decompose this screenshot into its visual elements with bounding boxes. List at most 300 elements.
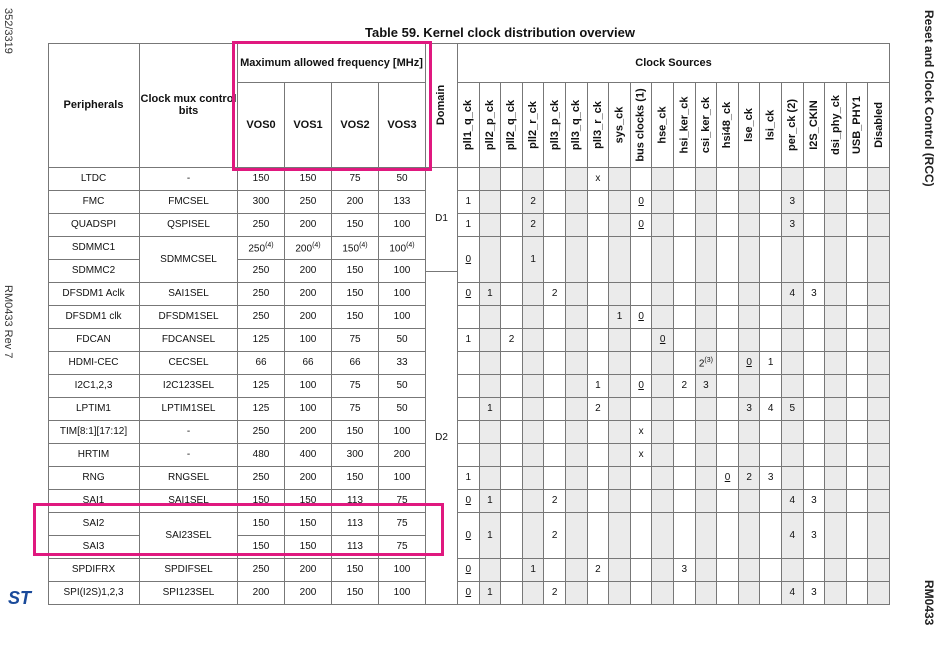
mux-cell-text: RNGSEL	[167, 472, 210, 483]
source-cell	[847, 444, 869, 467]
mux-cell	[140, 398, 238, 421]
header-source-19	[868, 83, 890, 168]
source-cell	[501, 398, 523, 421]
source-cell	[458, 352, 480, 375]
vos-cell	[238, 168, 285, 191]
header-source-17-text: dsi_phy_ck	[829, 95, 842, 155]
source-cell	[760, 467, 782, 490]
vos-cell	[332, 306, 379, 329]
mux-cell-text: LPTIM1SEL	[161, 403, 216, 414]
source-cell	[544, 467, 566, 490]
vos-cell	[285, 421, 332, 444]
vos-cell-text: 150	[299, 541, 317, 552]
vos-cell	[238, 260, 285, 283]
source-cell	[501, 444, 523, 467]
source-cell	[652, 467, 674, 490]
header-source-8	[631, 83, 653, 168]
source-cell	[717, 513, 739, 559]
source-cell	[804, 352, 826, 375]
vos-cell	[238, 237, 285, 260]
source-cell	[804, 559, 826, 582]
header-source-2	[501, 83, 523, 168]
peripheral-cell	[48, 513, 140, 536]
source-cell	[609, 168, 631, 191]
vos-cell-text: 50	[396, 173, 408, 184]
source-cell	[544, 421, 566, 444]
vos-cell	[285, 168, 332, 191]
source-cell	[739, 306, 761, 329]
source-cell	[609, 329, 631, 352]
source-cell-text: 3	[811, 529, 817, 541]
vos-cell	[285, 513, 332, 536]
source-cell	[652, 306, 674, 329]
source-cell	[631, 214, 653, 237]
vos-cell-text: 100	[393, 288, 411, 299]
vos-cell-text: 250	[252, 311, 270, 322]
vos-cell-text: 200	[299, 426, 317, 437]
vos-cell	[238, 582, 285, 605]
source-cell-text: x	[638, 449, 644, 460]
source-cell	[523, 352, 545, 375]
vos-cell-text: 300	[346, 449, 364, 460]
source-cell	[782, 214, 804, 237]
source-cell	[760, 191, 782, 214]
source-cell	[566, 444, 588, 467]
source-cell-text: 2	[551, 288, 558, 299]
header-source-10-text: hsi_ker_ck	[678, 96, 691, 154]
doc-page-number: 352/3319	[2, 8, 14, 54]
vos-cell	[379, 582, 426, 605]
source-cell	[847, 559, 869, 582]
source-cell	[739, 191, 761, 214]
source-cell	[782, 513, 804, 559]
mux-cell	[140, 444, 238, 467]
vos-cell-text: 75	[396, 495, 408, 506]
header-vos0	[238, 83, 285, 168]
vos-cell	[332, 398, 379, 421]
source-cell	[544, 168, 566, 191]
peripheral-cell-text: FMC	[82, 196, 105, 207]
source-cell	[588, 214, 610, 237]
vos-cell	[379, 444, 426, 467]
source-cell	[609, 283, 631, 306]
vos-cell-text: 50	[396, 334, 408, 345]
source-cell	[717, 237, 739, 283]
source-cell	[631, 513, 653, 559]
source-cell	[480, 168, 502, 191]
source-cell	[544, 398, 566, 421]
source-cell	[760, 375, 782, 398]
peripheral-cell	[48, 352, 140, 375]
vos-cell-text: 75	[349, 173, 361, 184]
vos-cell-text: 200	[299, 587, 317, 598]
header-source-19-text: Disabled	[872, 102, 885, 148]
vos-cell-text: 150	[252, 495, 270, 506]
source-cell	[717, 306, 739, 329]
source-cell	[544, 444, 566, 467]
vos-cell-text: 75	[349, 403, 361, 414]
vos-cell	[285, 306, 332, 329]
source-cell	[631, 352, 653, 375]
vos-cell	[332, 214, 379, 237]
vos-cell	[379, 352, 426, 375]
source-cell	[631, 582, 653, 605]
source-cell	[609, 214, 631, 237]
source-cell-text: 2$^{(3)}$	[698, 357, 713, 370]
source-cell-text: 1	[616, 311, 623, 322]
vos-cell-text: 200	[299, 564, 317, 575]
source-cell	[566, 214, 588, 237]
source-cell	[523, 398, 545, 421]
source-cell	[501, 237, 523, 283]
vos-cell-text: 100	[393, 564, 411, 575]
source-cell	[825, 283, 847, 306]
vos-cell-text: 200$^{(4)}$	[295, 242, 321, 255]
source-cell	[739, 559, 761, 582]
vos-cell-text: 150	[299, 173, 317, 184]
vos-cell	[285, 536, 332, 559]
source-cell	[652, 352, 674, 375]
mux-cell	[140, 214, 238, 237]
vos-cell-text: 125	[252, 380, 270, 391]
footnote-mark: (4)	[359, 242, 368, 250]
mux-cell	[140, 582, 238, 605]
source-cell	[674, 168, 696, 191]
vos-cell-text: 150$^{(4)}$	[342, 242, 368, 255]
source-cell	[480, 582, 502, 605]
header-source-14-text: lsi_ck	[764, 109, 777, 141]
vos-cell	[285, 559, 332, 582]
source-cell	[782, 375, 804, 398]
vos-cell	[238, 329, 285, 352]
source-cell	[804, 306, 826, 329]
source-cell	[696, 375, 718, 398]
vos-cell-text: 50	[396, 380, 408, 391]
header-source-6	[588, 83, 610, 168]
vos-cell	[379, 329, 426, 352]
source-cell	[696, 582, 718, 605]
source-cell	[652, 444, 674, 467]
peripheral-cell	[48, 168, 140, 191]
source-cell	[674, 306, 696, 329]
source-cell	[760, 168, 782, 191]
source-cell	[458, 168, 480, 191]
source-cell	[760, 421, 782, 444]
source-cell-text: 2	[551, 495, 558, 506]
source-cell	[760, 214, 782, 237]
source-cell	[631, 398, 653, 421]
source-cell	[523, 513, 545, 559]
source-cell	[458, 375, 480, 398]
header-source-12-text: hsi48_ck	[721, 101, 734, 149]
source-cell	[480, 191, 502, 214]
vos-cell-text: 150	[346, 564, 364, 575]
source-cell-text: 2	[530, 196, 536, 207]
vos-cell	[332, 191, 379, 214]
source-cell	[458, 582, 480, 605]
source-cell	[480, 444, 502, 467]
source-cell	[609, 513, 631, 559]
mux-cell	[140, 237, 238, 283]
source-cell-text: 0	[465, 495, 472, 506]
source-cell	[588, 329, 610, 352]
source-cell	[847, 214, 869, 237]
source-cell	[739, 421, 761, 444]
header-vos3-text: VOS3	[387, 119, 417, 131]
peripheral-cell-text: SDMMC1	[71, 242, 116, 253]
source-cell	[631, 444, 653, 467]
source-cell	[739, 513, 761, 559]
peripheral-cell	[48, 283, 140, 306]
source-cell	[458, 559, 480, 582]
source-cell	[588, 237, 610, 283]
vos-cell	[285, 260, 332, 283]
vos-cell	[238, 352, 285, 375]
mux-cell-text: SPDIFSEL	[164, 564, 213, 575]
vos-cell	[285, 444, 332, 467]
source-cell	[847, 375, 869, 398]
vos-cell-text: 400	[299, 449, 317, 460]
source-cell	[847, 490, 869, 513]
vos-cell-text: 200	[346, 196, 364, 207]
source-cell	[825, 191, 847, 214]
vos-cell	[238, 191, 285, 214]
header-source-0	[458, 83, 480, 168]
source-cell	[739, 283, 761, 306]
source-cell	[717, 191, 739, 214]
source-cell	[674, 467, 696, 490]
vos-cell-text: 250	[252, 219, 270, 230]
source-cell	[609, 467, 631, 490]
source-cell	[804, 398, 826, 421]
header-vos1-text: VOS1	[293, 119, 323, 131]
source-cell	[868, 467, 890, 490]
source-cell	[739, 398, 761, 421]
source-cell-text: 3	[811, 495, 817, 506]
vos-cell-text: 100	[393, 587, 411, 598]
source-cell	[782, 421, 804, 444]
header-source-7-text: sys_ck	[613, 106, 626, 144]
source-cell	[847, 168, 869, 191]
source-cell	[782, 490, 804, 513]
source-cell	[868, 582, 890, 605]
source-cell	[674, 513, 696, 559]
source-cell	[480, 237, 502, 283]
mux-cell-text: CECSEL	[168, 357, 209, 368]
source-cell	[760, 582, 782, 605]
vos-cell-text: 100	[299, 403, 317, 414]
source-cell	[588, 467, 610, 490]
source-cell	[588, 490, 610, 513]
source-cell-text: 1	[530, 564, 536, 575]
header-vos3	[379, 83, 426, 168]
vos-cell-text: 133	[393, 196, 411, 207]
source-cell	[868, 421, 890, 444]
vos-cell-text: 100	[393, 265, 411, 276]
peripheral-cell-text: SPDIFRX	[71, 564, 116, 575]
source-cell	[696, 214, 718, 237]
header-mux	[140, 43, 238, 168]
source-cell	[868, 444, 890, 467]
peripheral-cell-text: LTDC	[80, 173, 107, 184]
source-cell	[717, 444, 739, 467]
vos-cell-text: 100	[299, 334, 317, 345]
source-cell	[458, 467, 480, 490]
vos-cell-text: 250	[252, 265, 270, 276]
vos-cell	[332, 237, 379, 260]
source-cell	[696, 559, 718, 582]
source-cell-text: 2	[681, 380, 688, 391]
source-cell	[458, 421, 480, 444]
source-cell	[609, 444, 631, 467]
source-cell	[825, 513, 847, 559]
vos-cell	[379, 536, 426, 559]
vos-cell	[379, 559, 426, 582]
peripheral-cell	[48, 582, 140, 605]
header-source-4	[544, 83, 566, 168]
source-cell	[760, 513, 782, 559]
doc-revision: RM0433 Rev 7	[2, 285, 14, 359]
mux-cell-text: QSPISEL	[167, 219, 210, 230]
source-cell	[696, 306, 718, 329]
source-cell	[523, 421, 545, 444]
source-cell-text: 0	[638, 380, 644, 391]
header-max-frequency	[238, 43, 426, 83]
source-cell-text: 0	[724, 472, 731, 483]
source-cell	[480, 490, 502, 513]
source-cell	[523, 329, 545, 352]
domain-d1-text: D1	[435, 213, 448, 225]
peripheral-cell	[48, 191, 140, 214]
source-cell	[501, 306, 523, 329]
vos-cell	[379, 513, 426, 536]
header-source-13	[739, 83, 761, 168]
source-cell-text: 0	[465, 564, 472, 575]
source-cell	[652, 191, 674, 214]
source-cell	[544, 375, 566, 398]
source-cell	[480, 513, 502, 559]
source-cell	[631, 375, 653, 398]
vos-cell-text: 250	[252, 472, 270, 483]
source-cell	[782, 444, 804, 467]
source-cell	[847, 513, 869, 559]
source-cell	[523, 237, 545, 283]
vos-cell	[285, 237, 332, 260]
source-cell	[825, 168, 847, 191]
source-cell	[674, 191, 696, 214]
source-cell	[501, 329, 523, 352]
source-cell	[631, 490, 653, 513]
source-cell	[739, 168, 761, 191]
source-cell	[696, 352, 718, 375]
peripheral-cell	[48, 237, 140, 260]
vos-cell-text: 113	[347, 541, 363, 552]
peripheral-cell-text: SAI1	[82, 495, 105, 506]
vos-cell	[238, 283, 285, 306]
vos-cell	[379, 168, 426, 191]
vos-cell-text: 150	[346, 288, 364, 299]
source-cell	[458, 398, 480, 421]
source-cell	[782, 398, 804, 421]
source-cell	[825, 444, 847, 467]
peripheral-cell-text: SDMMC2	[71, 265, 116, 276]
vos-cell-text: 113	[347, 518, 363, 529]
peripheral-cell	[48, 467, 140, 490]
source-cell-text: 0	[746, 357, 752, 368]
source-cell	[868, 306, 890, 329]
vos-cell-text: 100$^{(4)}$	[389, 242, 415, 255]
source-cell	[458, 283, 480, 306]
vos-cell-text: 33	[396, 357, 408, 368]
mux-cell-text: FMCSEL	[168, 196, 209, 207]
source-cell	[717, 329, 739, 352]
source-cell-text: 3	[681, 564, 688, 575]
peripheral-cell	[48, 329, 140, 352]
source-cell	[868, 375, 890, 398]
mux-cell	[140, 467, 238, 490]
source-cell-text: 0	[465, 587, 472, 598]
source-cell	[739, 237, 761, 283]
mux-cell	[140, 283, 238, 306]
source-cell	[458, 191, 480, 214]
source-cell	[868, 191, 890, 214]
source-cell	[717, 421, 739, 444]
source-cell	[696, 513, 718, 559]
source-cell-text: 0	[638, 219, 644, 230]
source-cell	[674, 352, 696, 375]
vos-cell	[238, 398, 285, 421]
header-source-16	[804, 83, 826, 168]
vos-cell-text: 200	[252, 587, 270, 598]
source-cell	[674, 237, 696, 283]
source-cell	[609, 352, 631, 375]
source-cell	[458, 237, 480, 283]
vos-cell	[285, 375, 332, 398]
vos-cell-text: 150	[252, 173, 270, 184]
source-cell	[458, 444, 480, 467]
vos-cell-text: 250	[252, 426, 270, 437]
source-cell-text: 1	[487, 587, 493, 598]
header-source-9	[652, 83, 674, 168]
header-mux-text: Clock mux control bits	[140, 93, 237, 117]
vos-cell-text: 100	[393, 472, 411, 483]
vos-cell	[379, 421, 426, 444]
source-cell	[523, 559, 545, 582]
source-cell	[696, 168, 718, 191]
mux-cell-text: I2C123SEL	[162, 380, 215, 391]
header-source-1-text: pll2_p_ck	[483, 99, 496, 151]
source-cell	[523, 467, 545, 490]
domain-d1	[426, 168, 458, 272]
vos-cell-text: 150	[346, 219, 364, 230]
source-cell	[825, 306, 847, 329]
source-cell	[739, 444, 761, 467]
source-cell	[544, 559, 566, 582]
vos-cell-text: 250	[299, 196, 317, 207]
source-cell	[847, 398, 869, 421]
source-cell	[501, 582, 523, 605]
source-cell	[544, 306, 566, 329]
mux-cell-text: SAI1SEL	[168, 288, 209, 299]
peripheral-cell-text: FDCAN	[76, 334, 111, 345]
source-cell-text: 3	[746, 403, 752, 414]
header-source-15-text: per_ck (2)	[786, 99, 799, 151]
vos-cell-text: 150	[346, 587, 364, 598]
vos-cell-text: 150	[299, 518, 317, 529]
source-cell	[652, 513, 674, 559]
source-cell	[588, 513, 610, 559]
vos-cell	[285, 582, 332, 605]
